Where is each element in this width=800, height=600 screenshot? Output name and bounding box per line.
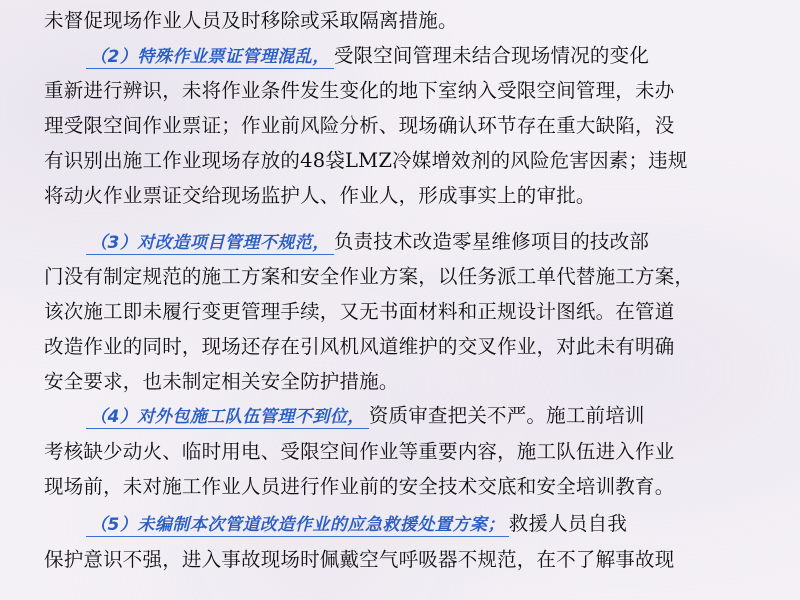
text-line-9 bbox=[0, 294, 800, 330]
paragraph-text: 受限空间管理未结合现场情况的变化 bbox=[333, 44, 650, 67]
text-line-16 bbox=[0, 542, 800, 578]
text-line-1 bbox=[0, 3, 800, 39]
paragraph-text: 改造作业的同时，现场还存在引风机风道维护的交叉作业，对此未有明确 bbox=[44, 335, 675, 358]
text-line-3 bbox=[0, 73, 800, 109]
paragraph-text: 重新进行辨识，未将作业条件发生变化的地下室纳入受限空间管理，未办 bbox=[44, 79, 675, 102]
section-heading-3: （3）对改造项目管理不规范， bbox=[86, 233, 334, 255]
paragraph-text: 现场前，未对施工作业人员进行作业前的安全技术交底和安全培训教育。 bbox=[44, 475, 675, 498]
paragraph-text: 考核缺少动火、临时用电、受限空间作业等重要内容，施工队伍进入作业 bbox=[44, 440, 675, 463]
paragraph-text: 安全要求，也未制定相关安全防护措施。 bbox=[44, 370, 399, 393]
paragraph-text: 保护意识不强，进入事故现场时佩戴空气呼吸器不规范，在不了解事故现 bbox=[44, 548, 675, 571]
text-line-12 bbox=[0, 398, 800, 434]
text-line-14 bbox=[0, 469, 800, 505]
paragraph-text: 理受限空间作业票证；作业前风险分析、现场确认环节存在重大缺陷，没 bbox=[44, 114, 675, 137]
paragraph-text: 未督促现场作业人员及时移除或采取隔离措施。 bbox=[44, 9, 458, 32]
paragraph-text: 将动火作业票证交给现场监护人、作业人，形成事实上的审批。 bbox=[44, 184, 596, 207]
text-line-8 bbox=[0, 259, 800, 295]
paragraph-text: 资质审查把关不严。施工前培训 bbox=[368, 404, 645, 427]
paragraph-text: 有识别出施工作业现场存放的48袋LMZ冷媒增效剂的风险危害因素；违规 bbox=[44, 149, 688, 172]
text-line-2 bbox=[0, 38, 800, 74]
text-line-15 bbox=[0, 506, 800, 542]
paragraph-text: 救援人员自我 bbox=[508, 512, 628, 535]
text-line-4 bbox=[0, 108, 800, 144]
text-line-5 bbox=[0, 143, 800, 179]
paragraph-text: 该次施工即未履行变更管理手续，又无书面材料和正规设计图纸。在管道 bbox=[44, 300, 675, 323]
text-line-13 bbox=[0, 434, 800, 470]
text-line-11 bbox=[0, 364, 800, 400]
section-heading-4: （4）对外包施工队伍管理不到位， bbox=[86, 407, 369, 429]
section-heading-5: （5）未编制本次管道改造作业的应急救援处置方案； bbox=[86, 515, 509, 537]
paragraph-text: 负责技术改造零星维修项目的技改部 bbox=[333, 230, 650, 253]
text-line-10 bbox=[0, 329, 800, 365]
text-line-7 bbox=[0, 224, 800, 260]
paragraph-text: 门没有制定规范的施工方案和安全作业方案，以任务派工单代替施工方案， bbox=[44, 265, 695, 288]
section-heading-2: （2）特殊作业票证管理混乱， bbox=[86, 47, 334, 69]
text-line-6 bbox=[0, 178, 800, 214]
